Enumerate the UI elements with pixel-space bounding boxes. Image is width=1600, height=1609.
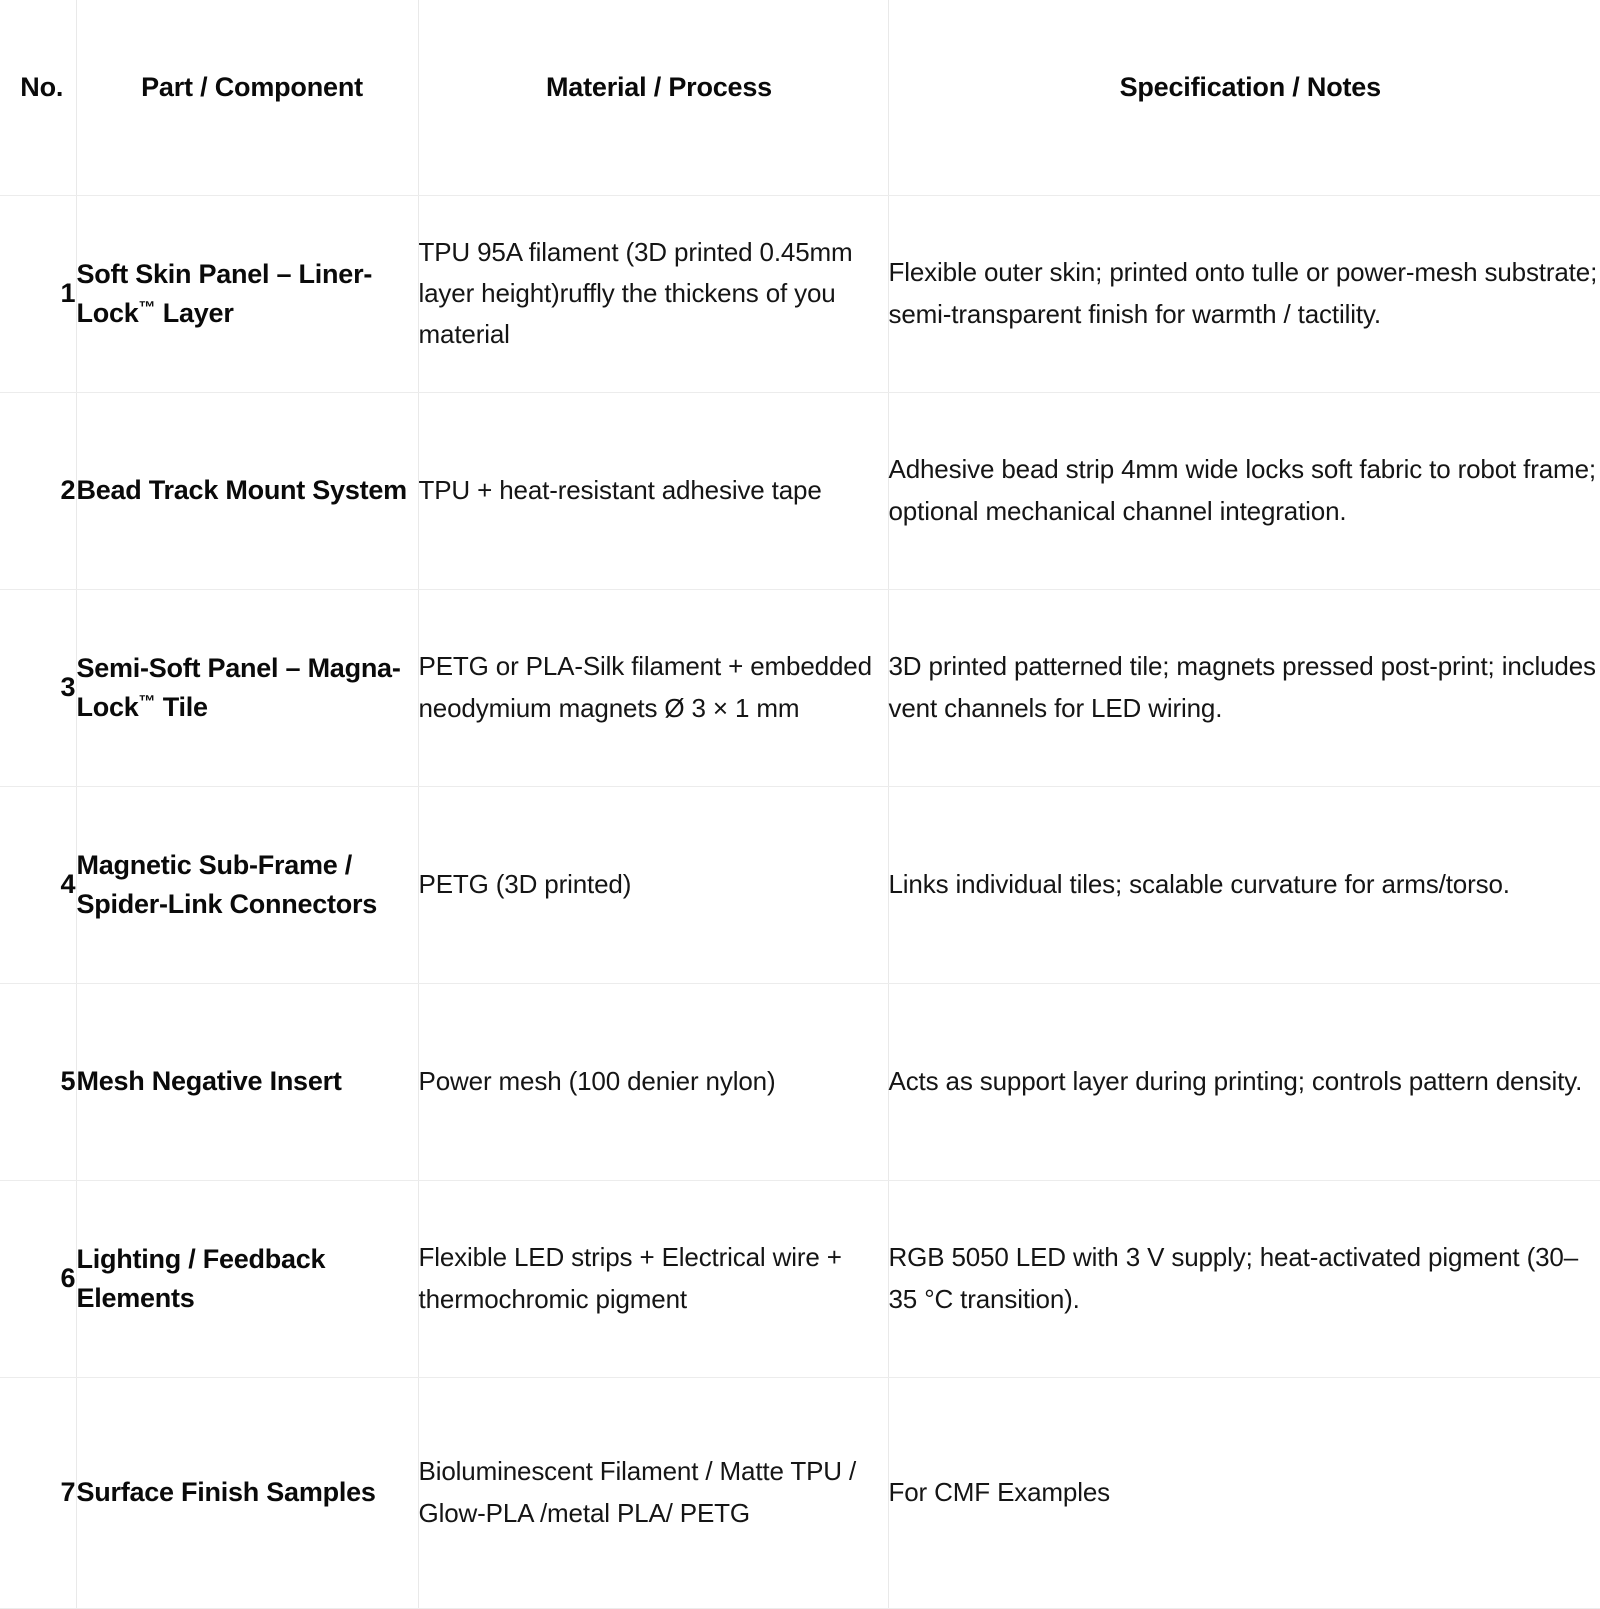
column-header-part-label: Part / Component <box>77 72 418 103</box>
material-process-text: TPU 95A filament (3D printed 0.45mm layer height)ruffly the thickens of you material <box>419 232 888 355</box>
row-number-cell <box>0 195 76 392</box>
material-process-cell <box>418 1180 888 1377</box>
part-component-cell <box>76 786 418 983</box>
specification-notes-cell <box>888 1180 1600 1377</box>
row-number: 6 <box>60 1263 75 1293</box>
table-row <box>0 983 1600 1180</box>
material-process-text: Power mesh (100 denier nylon) <box>419 1061 888 1102</box>
part-name-main: Surface Finish Samples <box>77 1477 376 1507</box>
part-name-main: Bead Track Mount System <box>77 475 407 505</box>
trademark-icon: ™ <box>139 692 156 711</box>
part-name-main: Lighting / Feedback Elements <box>77 1244 326 1312</box>
part-component-cell <box>76 1377 418 1608</box>
part-component-cell <box>76 1180 418 1377</box>
row-number-cell <box>0 1180 76 1377</box>
part-component-name <box>77 649 418 726</box>
part-component-cell <box>76 392 418 589</box>
specification-notes-text: Acts as support layer during printing; controls pattern density. <box>889 1061 1600 1102</box>
row-number: 7 <box>60 1477 75 1507</box>
specification-notes-text: For CMF Examples <box>889 1472 1600 1513</box>
table-row <box>0 1377 1600 1608</box>
column-header-part <box>76 0 418 195</box>
material-process-text: TPU + heat-resistant adhesive tape <box>419 470 888 511</box>
row-number: 1 <box>60 278 75 308</box>
table-body <box>0 195 1600 1608</box>
specification-notes-cell <box>888 392 1600 589</box>
material-process-text: PETG (3D printed) <box>419 864 888 905</box>
part-name-suffix: Tile <box>156 692 208 722</box>
part-component-name <box>77 471 418 509</box>
specification-notes-text: Adhesive bead strip 4mm wide locks soft fabric to robot frame; optional mechanical channel integration. <box>889 449 1600 531</box>
trademark-icon: ™ <box>139 298 156 317</box>
row-number: 3 <box>60 672 75 702</box>
material-process-cell <box>418 195 888 392</box>
part-name-suffix: Layer <box>156 298 234 328</box>
material-process-text: Bioluminescent Filament / Matte TPU / Glow-PLA /metal PLA/ PETG <box>419 1451 888 1533</box>
part-name-main: Magnetic Sub-Frame / Spider-Link Connectors <box>77 850 378 918</box>
material-process-cell <box>418 589 888 786</box>
part-component-cell <box>76 983 418 1180</box>
part-component-cell <box>76 195 418 392</box>
specification-notes-cell <box>888 786 1600 983</box>
specification-notes-text: Flexible outer skin; printed onto tulle or power-mesh substrate; semi-transparent finish for warmth / tactility. <box>889 252 1600 334</box>
table-header-row <box>0 0 1600 195</box>
column-header-material-label: Material / Process <box>419 72 888 103</box>
material-process-cell <box>418 786 888 983</box>
material-process-text: Flexible LED strips + Electrical wire + thermochromic pigment <box>419 1237 888 1319</box>
part-name-main: Semi-Soft Panel – Magna-Lock <box>77 653 401 721</box>
specification-notes-cell <box>888 195 1600 392</box>
row-number-cell <box>0 589 76 786</box>
material-process-cell <box>418 1377 888 1608</box>
part-name-main: Soft Skin Panel – Liner-Lock <box>77 259 373 327</box>
row-number: 4 <box>60 869 75 899</box>
specification-notes-text: Links individual tiles; scalable curvature for arms/torso. <box>889 864 1600 905</box>
material-process-cell <box>418 983 888 1180</box>
part-component-name <box>77 846 448 923</box>
table-row <box>0 786 1600 983</box>
specification-notes-cell <box>888 983 1600 1180</box>
specification-notes-text: RGB 5050 LED with 3 V supply; heat-activated pigment (30–35 °C transition). <box>889 1237 1600 1319</box>
row-number-cell <box>0 786 76 983</box>
row-number: 5 <box>60 1066 75 1096</box>
row-number-cell <box>0 392 76 589</box>
column-header-specification <box>888 0 1600 195</box>
part-component-name <box>77 1473 418 1511</box>
table-row <box>0 1180 1600 1377</box>
table-header <box>0 0 1600 195</box>
column-header-material <box>418 0 888 195</box>
part-component-name <box>77 1062 418 1100</box>
specification-notes-cell <box>888 589 1600 786</box>
column-header-specification-label: Specification / Notes <box>889 72 1600 103</box>
row-number: 2 <box>60 475 75 505</box>
part-component-cell <box>76 589 418 786</box>
column-header-no <box>0 0 76 195</box>
part-name-main: Mesh Negative Insert <box>77 1066 342 1096</box>
part-component-name <box>77 255 418 332</box>
part-component-name <box>77 1240 418 1317</box>
table-row <box>0 392 1600 589</box>
row-number-cell <box>0 1377 76 1608</box>
material-process-text: PETG or PLA-Silk filament + embedded neodymium magnets Ø 3 × 1 mm <box>419 646 888 728</box>
table-row <box>0 195 1600 392</box>
table-row <box>0 589 1600 786</box>
material-process-cell <box>418 392 888 589</box>
row-number-cell <box>0 983 76 1180</box>
specification-notes-text: 3D printed patterned tile; magnets pressed post-print; includes vent channels for LED wiring. <box>889 646 1600 728</box>
specification-notes-cell <box>888 1377 1600 1608</box>
column-header-no-label: No. <box>0 72 76 103</box>
